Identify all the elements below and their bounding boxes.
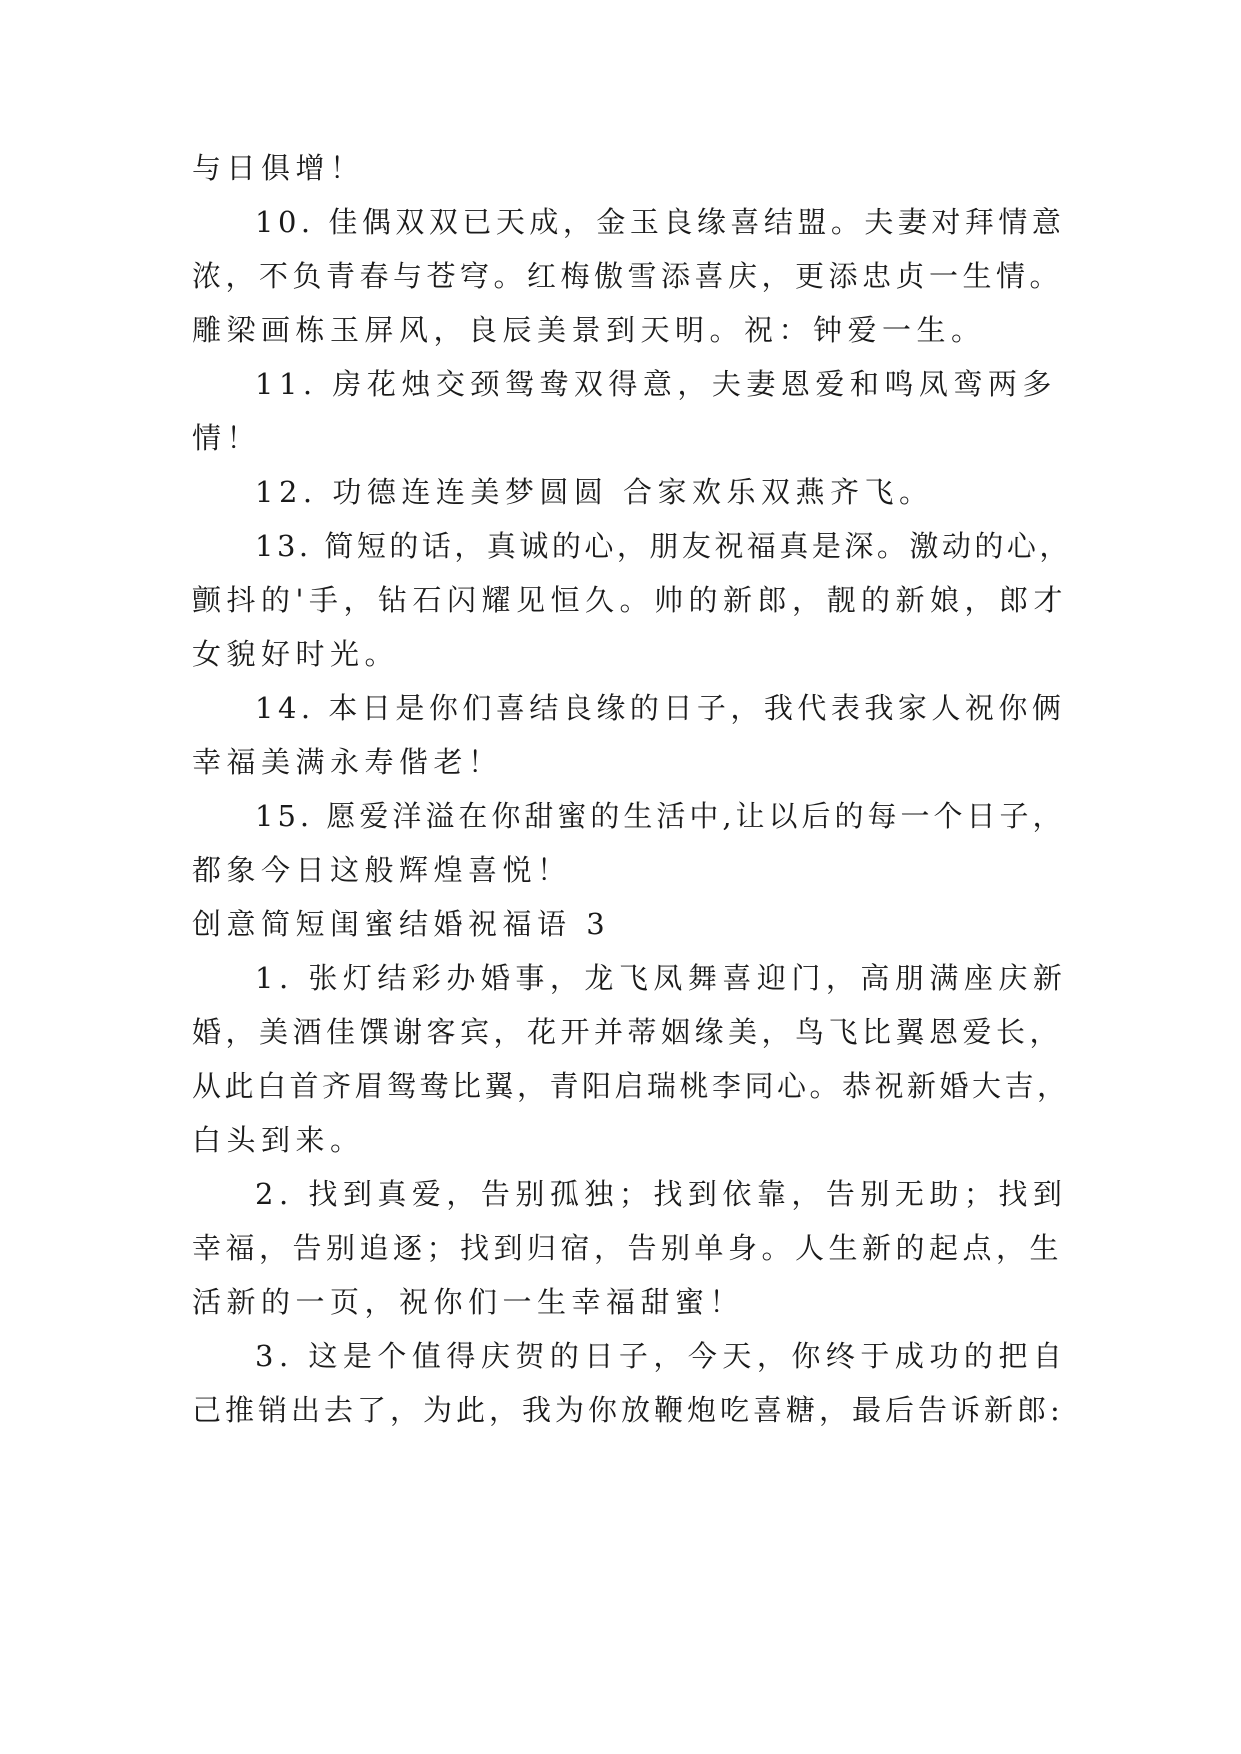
paragraph-line: 幸福美满永寿偕老！	[192, 745, 503, 779]
paragraph-line: 白头到来。	[192, 1123, 365, 1157]
paragraph-line: 己推销出去了，为此，我为你放鞭炮吃喜糖，最后告诉新郎:	[192, 1393, 1064, 1427]
paragraph-line: 10. 佳偶双双已天成，金玉良缘喜结盟。夫妻对拜情意	[255, 205, 1066, 239]
paragraph-line: 雕梁画栋玉屏风，良辰美景到天明。祝：钟爱一生。	[192, 313, 986, 347]
paragraph-line: 颤抖的'手，钻石闪耀见恒久。帅的新郎，靓的新娘，郎才	[192, 583, 1068, 617]
paragraph-line: 1. 张灯结彩办婚事，龙飞凤舞喜迎门，高朋满座庆新	[255, 961, 1068, 995]
paragraph-line: 2. 找到真爱，告别孤独；找到依靠，告别无助；找到	[255, 1177, 1068, 1211]
paragraph-line: 浓，不负青春与苍穹。红梅傲雪添喜庆，更添忠贞一生情。	[192, 259, 1064, 293]
paragraph-line: 都象今日这般辉煌喜悦！	[192, 853, 572, 887]
paragraph-line: 11. 房花烛交颈鸳鸯双得意，夫妻恩爱和鸣凤鸾两多	[255, 367, 1057, 401]
paragraph-line: 12. 功德连连美梦圆圆 合家欢乐双燕齐飞。	[255, 475, 934, 509]
paragraph-line: 3. 这是个值得庆贺的日子，今天，你终于成功的把自	[255, 1339, 1068, 1373]
paragraph-line: 女貌好时光。	[192, 637, 400, 671]
paragraph-line: 14. 本日是你们喜结良缘的日子，我代表我家人祝你俩	[255, 691, 1066, 725]
section-heading: 创意简短闺蜜结婚祝福语 3	[192, 907, 611, 941]
paragraph-line: 与日俱增！	[192, 151, 365, 185]
paragraph-line: 婚，美酒佳馔谢客宾，花开并蒂姻缘美，鸟飞比翼恩爱长，	[192, 1015, 1064, 1049]
paragraph-line: 13. 简短的话，真诚的心，朋友祝福真是深。激动的心，	[255, 529, 1072, 563]
paragraph-line: 从此白首齐眉鸳鸯比翼，青阳启瑞桃李同心。恭祝新婚大吉，	[192, 1069, 1070, 1103]
paragraph-line: 情！	[192, 421, 262, 455]
paragraph-line: 活新的一页，祝你们一生幸福甜蜜！	[192, 1285, 745, 1319]
paragraph-line: 幸福，告别追逐；找到归宿，告别单身。人生新的起点，生	[192, 1231, 1064, 1265]
paragraph-line: 15. 愿爱洋溢在你甜蜜的生活中,让以后的每一个日子，	[255, 799, 1066, 833]
